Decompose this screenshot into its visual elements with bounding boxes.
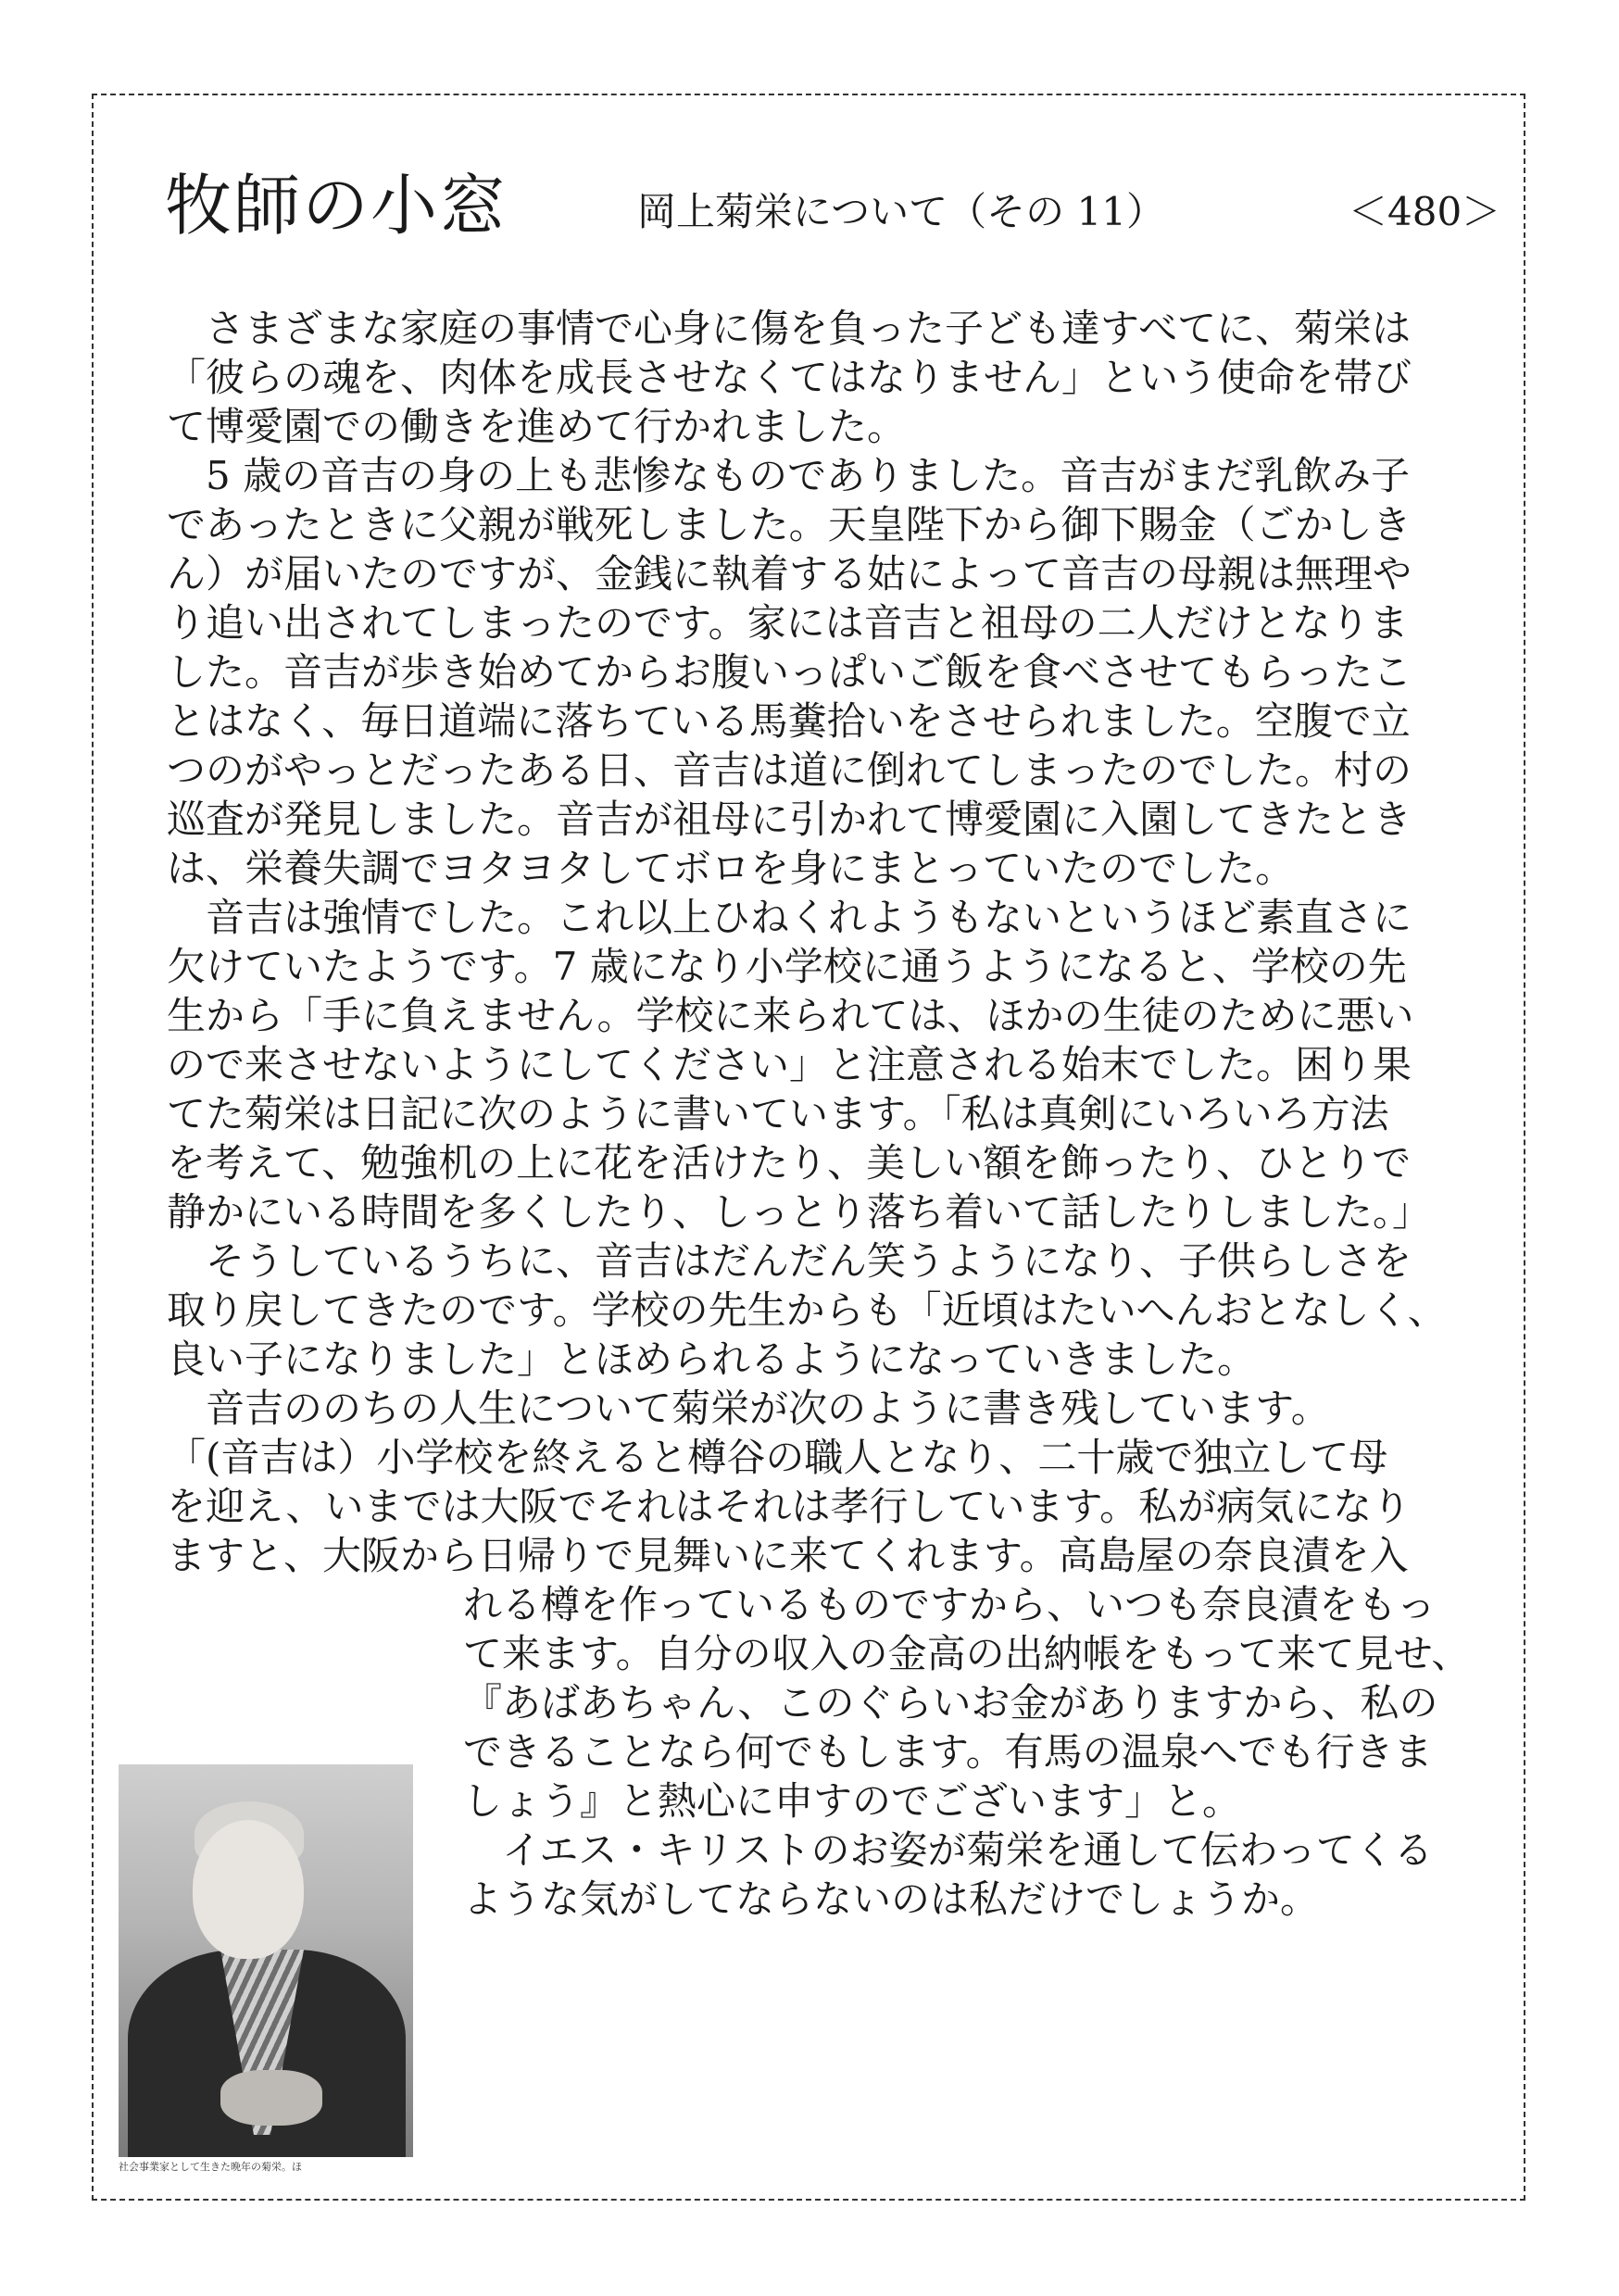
body-line: 取り戻してきたのです。学校の先生からも「近頃はたいへんおとなしく、 <box>167 1287 1447 1333</box>
body-line: ので来させないようにしてください」と注意される始末でした。困り果 <box>167 1042 1412 1087</box>
body-line: を迎え、いまでは大阪でそれはそれは孝行しています。私が病気になり <box>167 1484 1412 1529</box>
body-line: 巡査が発見しました。音吉が祖母に引かれて博愛園に入園してきたとき <box>167 797 1412 842</box>
body-line-beside-photo: できることなら何でもします。有馬の温泉へでも行きま <box>463 1729 1433 1775</box>
article-subtitle: 岡上菊栄について（その 11） <box>637 189 1165 234</box>
body-line: 「(音吉は）小学校を終えると樽谷の職人となり、二十歳で独立して母 <box>167 1435 1388 1480</box>
portrait-hands <box>220 2070 322 2126</box>
body-line-beside-photo: ような気がしてならないのは私だけでしょうか。 <box>463 1876 1320 1922</box>
body-line-beside-photo: 『あばあちゃん、このぐらいお金がありますから、私の <box>463 1680 1438 1725</box>
body-line: そうしているうちに、音吉はだんだん笑うようになり、子供らしさを <box>167 1238 1412 1284</box>
body-line: 生から「手に負えません。学校に来られては、ほかの生徒のために悪い <box>167 993 1414 1038</box>
body-line-beside-photo: て来ます。自分の収入の金高の出納帳をもって来て見せ、 <box>463 1631 1471 1676</box>
body-line-beside-photo: れる樽を作っているものですから、いつも奈良漬をもっ <box>463 1582 1437 1627</box>
body-line: 5 歳の音吉の身の上も悲惨なものでありました。音吉がまだ乳飲み子 <box>167 453 1411 498</box>
body-line: てた菊栄は日記に次のように書いています。「私は真剣にいろいろ方法 <box>167 1091 1389 1136</box>
body-line: 静かにいる時間を多くしたり、しっとり落ち着いて話したりしました。」 <box>167 1189 1432 1235</box>
body-line: を考えて、勉強机の上に花を活けたり、美しい額を飾ったり、ひとりで <box>167 1140 1412 1186</box>
body-line: であったときに父親が戦死しました。天皇陛下から御下賜金（ごかしき <box>167 502 1412 547</box>
body-line: 「彼らの魂を、肉体を成長させなくてはなりません」という使命を帯び <box>167 355 1412 400</box>
photo-caption: 社会事業家として生きた晩年の菊栄。ほ <box>119 2161 302 2173</box>
body-line: さまざまな家庭の事情で心身に傷を負った子ども達すべてに、菊栄は <box>167 306 1412 351</box>
body-line: は、栄養失調でヨタヨタしてボロを身にまとっていたのでした。 <box>167 846 1295 891</box>
body-line: とはなく、毎日道端に落ちている馬糞拾いをさせられました。空腹で立 <box>167 698 1411 744</box>
body-line: て博愛園での働きを進めて行かれました。 <box>167 404 907 449</box>
portrait-photo <box>119 1764 413 2157</box>
body-line-beside-photo: しょう』と熱心に申すのでございます」と。 <box>463 1778 1242 1824</box>
body-line: 音吉ののちの人生について菊栄が次のように書き残しています。 <box>167 1386 1330 1431</box>
body-line: 音吉は強情でした。これ以上ひねくれようもないというほど素直さに <box>167 895 1412 940</box>
body-line: り追い出されてしまったのです。家には音吉と祖母の二人だけとなりま <box>167 600 1409 646</box>
body-line: 欠けていたようです。7 歳になり小学校に通うようになると、学校の先 <box>167 944 1407 989</box>
page-title: 牧師の小窓 <box>165 167 508 245</box>
portrait-face <box>193 1820 304 1959</box>
body-line: ますと、大阪から日帰りで見舞いに来てくれます。高島屋の奈良漬を入 <box>167 1533 1409 1578</box>
article-body <box>167 304 1508 1924</box>
issue-number: ＜480＞ <box>1349 189 1501 234</box>
body-line: した。音吉が歩き始めてからお腹いっぱいご飯を食べさせてもらったこ <box>167 649 1412 695</box>
body-line: 良い子になりました」とほめられるようになっていきました。 <box>167 1336 1257 1382</box>
body-line: つのがやっとだったある日、音吉は道に倒れてしまったのでした。村の <box>167 747 1412 793</box>
body-line: ん）が届いたのですが、金銭に執着する姑によって音吉の母親は無理や <box>167 551 1412 596</box>
body-line-beside-photo: イエス・キリストのお姿が菊栄を通して伝わってくる <box>463 1827 1434 1873</box>
